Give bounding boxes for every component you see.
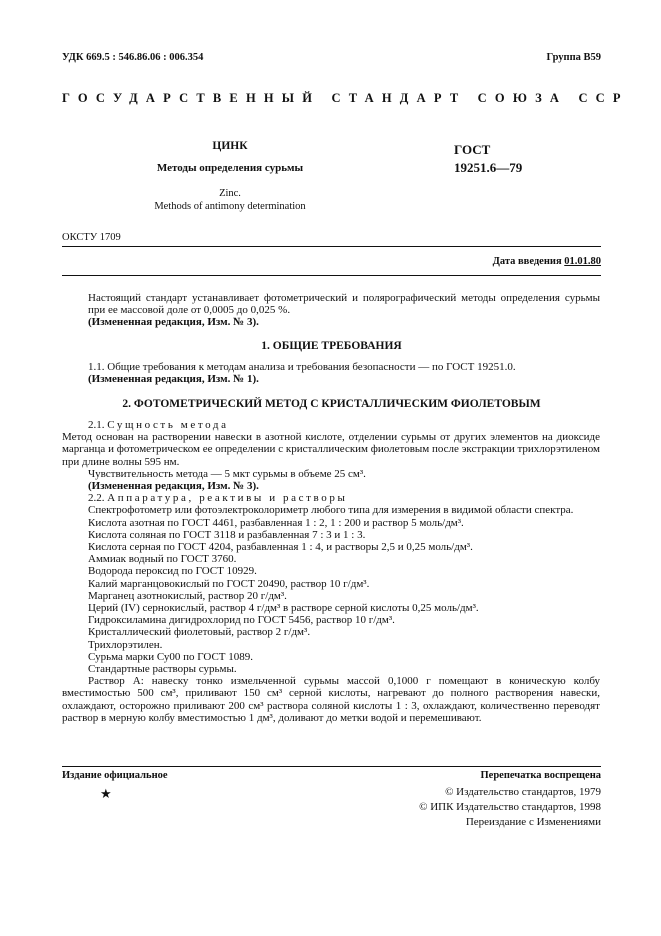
effective-date-value: 01.01.80	[564, 256, 601, 267]
copyright-1979: © Издательство стандартов, 1979	[445, 786, 601, 798]
method-paragraph: Метод основан на растворении навески в азотной кислоте, отделении сурьмы от других элементов на диоксиде марганца и фотометрическом ее определении с кристаллическим фиолетовым после экстракции трихлорэтиленом при длине волны 595 нм.	[62, 431, 600, 468]
reprint-notice: Перепечатка воспрещена	[480, 770, 601, 781]
reagent-list	[88, 517, 600, 676]
effective-date-label: Дата введения	[492, 256, 562, 267]
star-icon: ★	[100, 786, 112, 801]
section-1-heading: 1. ОБЩИЕ ТРЕБОВАНИЯ	[261, 340, 402, 352]
reagent-item: Марганец азотнокислый, раствор 20 г/дм³.	[88, 589, 287, 602]
intro-block	[88, 292, 600, 329]
gost-label: ГОСТ	[454, 142, 491, 157]
subsection-title: Сущность метода	[107, 419, 229, 431]
reagent-item: Водорода пероксид по ГОСТ 10929.	[88, 565, 257, 578]
spectrophotometer-paragraph: Спектрофотометр или фотоэлектроколориметр любого типа для измерения в видимой области спектра.	[88, 504, 574, 517]
amendment-note: (Измененная редакция, Изм. № 1).	[88, 373, 259, 386]
document-title: ЦИНК	[212, 140, 248, 152]
section-2-body	[62, 419, 600, 724]
intro-paragraph: Настоящий стандарт устанавливает фотометрический и полярографический методы определения сурьмы при ее массовой доле от 0,0005 до 0,025 %.	[88, 292, 600, 317]
subsection-2-2-title	[88, 492, 600, 504]
reagent-item: Кислота серная по ГОСТ 4204, разбавленная 1 : 4, и растворы 2,5 и 0,25 моль/дм³.	[88, 541, 473, 554]
divider	[62, 246, 601, 247]
subsection-number: 2.2.	[88, 492, 105, 505]
sensitivity-paragraph: Чувствительность метода — 5 мкт сурьмы в объеме 25 см³.	[88, 467, 366, 480]
reagent-item: Кислота соляная по ГОСТ 3118 и разбавленная 7 : 3 и 1 : 3.	[88, 528, 366, 541]
reagent-item: Трихлорэтилен.	[88, 638, 163, 651]
okstu-code: ОКСТУ 1709	[62, 232, 121, 243]
section-1-body	[88, 361, 600, 385]
reagent-item: Калий марганцовокислый по ГОСТ 20490, раствор 10 г/дм³.	[88, 577, 370, 590]
section-1-paragraph: 1.1. Общие требования к методам анализа и требования безопасности — по ГОСТ 19251.0.	[88, 361, 516, 373]
reprint-with-changes: Переиздание с Изменениями	[465, 816, 601, 828]
divider	[62, 766, 601, 767]
copyright-1998: © ИПК Издательство стандартов, 1998	[419, 801, 601, 813]
reagent-item: Гидроксиламина дигидрохлорид по ГОСТ 5456, раствор 10 г/дм³.	[88, 614, 395, 627]
official-edition: Издание официальное	[62, 770, 168, 781]
english-title: Zinc.	[219, 188, 241, 199]
reagent-item: Кристаллический фиолетовый, раствор 2 г/дм³.	[88, 626, 311, 639]
gost-number: 19251.6—79	[454, 160, 523, 175]
effective-date	[493, 256, 601, 267]
reagent-item: Кислота азотная по ГОСТ 4461, разбавленная 1 : 2, 1 : 200 и раствор 5 моль/дм³.	[88, 516, 464, 529]
reagent-item: Стандартные растворы сурьмы.	[88, 663, 237, 676]
amendment-note: (Измененная редакция, Изм. № 3).	[88, 480, 259, 493]
reagent-item: Церий (IV) сернокислый, раствор 4 г/дм³ в растворе серной кислоты 0,25 моль/дм³.	[88, 602, 479, 615]
amendment-note: (Измененная редакция, Изм. № 3).	[88, 316, 259, 329]
english-subtitle: Methods of antimony determination	[154, 201, 306, 212]
document-subtitle: Методы определения сурьмы	[156, 162, 304, 174]
divider	[62, 275, 601, 276]
subsection-2-1-title	[88, 419, 600, 431]
udk-code: УДК 669.5 : 546.86.06 : 006.354	[62, 52, 204, 63]
section-2-heading: 2. ФОТОМЕТРИЧЕСКИЙ МЕТОД С КРИСТАЛЛИЧЕСКИМ ФИОЛЕТОВЫМ	[122, 398, 541, 410]
group-code: Группа В59	[546, 52, 601, 63]
subsection-number: 2.1.	[88, 419, 105, 431]
subsection-title: Аппаратура, реактивы и растворы	[107, 492, 348, 505]
solution-a-paragraph: Раствор А: навеску тонко измельченной сурьмы массой 0,1000 г помещают в коническую колбу вместимостью 500 см³, приливают 150 см³ серной кислоты, нагревают до полного растворения навески, охлаждают, осторожно приливают 200 см³ раствора соляной кислоты 1 : 3, охлаждают, количественно переводят раствор в мерную колбу вместимостью 1 дм³, доливают до метки водой и перемешивают.	[62, 675, 600, 724]
reagent-item: Аммиак водный по ГОСТ 3760.	[88, 553, 237, 566]
reagent-item: Сурьма марки Су00 по ГОСТ 1089.	[88, 650, 254, 663]
state-standard-title: ГОСУДАРСТВЕННЫЙ СТАНДАРТ СОЮЗА ССР	[62, 91, 629, 105]
